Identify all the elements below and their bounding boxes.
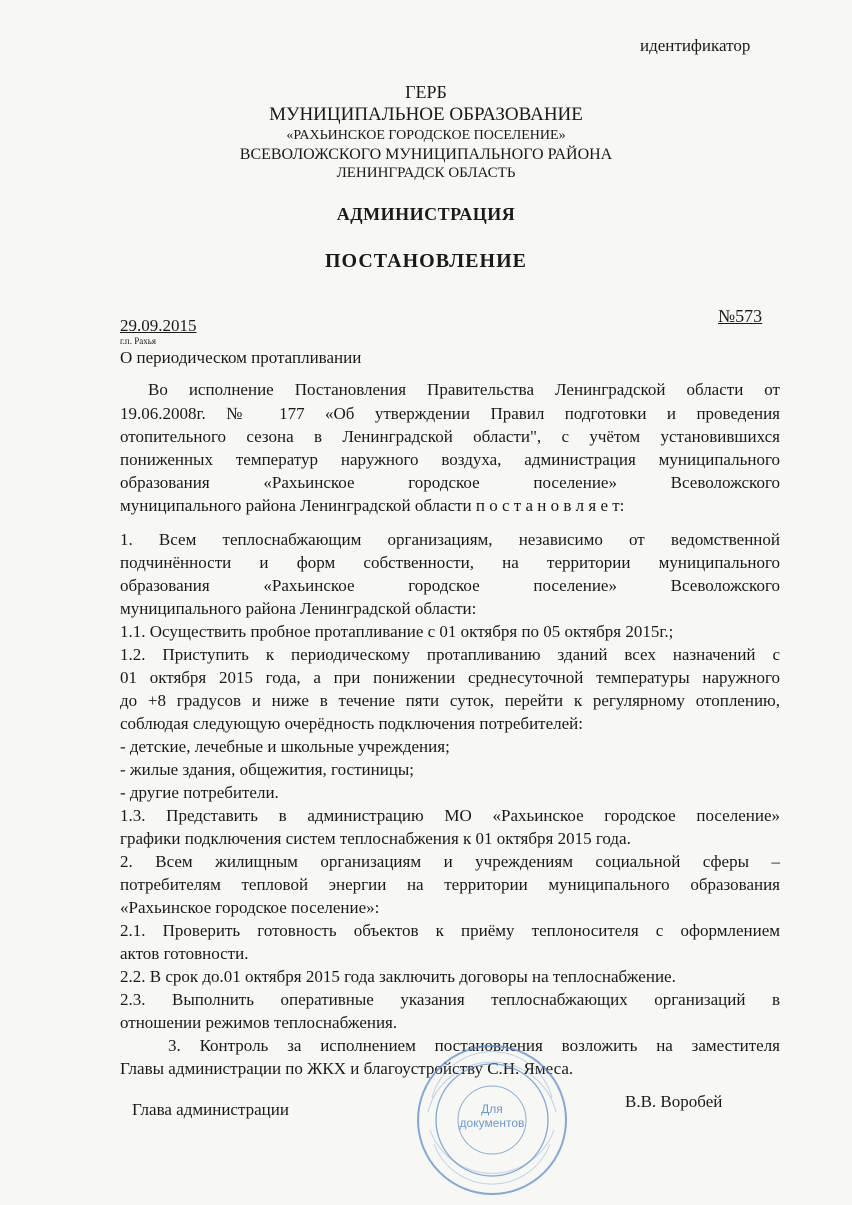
body-line: 2. Всем жилищным организациям и учреждениям социальной сферы – — [120, 852, 780, 871]
district-name: ВСЕВОЛОЖСКОГО МУНИЦИПАЛЬНОГО РАЙОНА — [239, 146, 613, 163]
body-line: Главы администрации по ЖКХ и благоустройству С.Н. Ямеса. — [120, 1059, 574, 1078]
document-subject: О периодическом протапливании — [120, 348, 362, 367]
region-name: ЛЕНИНГРАДСК ОБЛАСТЬ — [336, 165, 516, 181]
municipality-title: МУНИЦИПАЛЬНОЕ ОБРАЗОВАНИЕ — [269, 104, 583, 125]
signatory-name: В.В. Воробей — [625, 1092, 723, 1111]
emblem-placeholder: ГЕРБ — [405, 82, 447, 102]
body-line: 1.1. Осуществить пробное протапливание с 01 октября по 05 октября 2015г.; — [120, 622, 674, 641]
body-line: образования «Рахьинское городское поселение» Всеволожского — [120, 576, 780, 595]
body-line: 1.3. Представить в администрацию МО «Рахьинское городское поселение» — [120, 806, 780, 825]
body-line: подчинённости и форм собственности, на территории муниципального — [120, 553, 780, 572]
body-line: до +8 градусов и ниже в течение пяти суток, перейти к регулярному отоплению, — [120, 691, 780, 710]
body-line: 2.3. Выполнить оперативные указания теплоснабжающих организаций в — [120, 990, 780, 1009]
administration-heading: АДМИНИСТРАЦИЯ — [336, 204, 516, 224]
body-line: 1. Всем теплоснабжающим организациям, независимо от ведомственной — [120, 530, 780, 549]
signatory-position: Глава администрации — [132, 1100, 289, 1119]
document-type-heading: ПОСТАНОВЛЕНИЕ — [325, 250, 527, 272]
body-line: отношении режимов теплоснабжения. — [120, 1013, 398, 1032]
document-date: 29.09.2015 — [120, 316, 197, 335]
body-line: «Рахьинское городское поселение»: — [120, 898, 380, 917]
body-line: - жилые здания, общежития, гостиницы; — [120, 760, 415, 779]
document-number: №573 — [718, 306, 763, 326]
body-line: 01 октября 2015 года, а при понижении среднесуточной температуры наружного — [120, 668, 780, 687]
body-line: 2.1. Проверить готовность объектов к приёму теплоносителя с оформлением — [120, 921, 780, 940]
body-line: отопительного сезона в Ленинградской области", с учётом установившихся — [120, 427, 780, 446]
body-line: 2.2. В срок до.01 октября 2015 года заключить договоры на теплоснабжение. — [120, 967, 676, 986]
body-line: - другие потребители. — [120, 783, 279, 802]
body-line: пониженных температур наружного воздуха, администрация муниципального — [120, 450, 780, 469]
body-line: - детские, лечебные и школьные учреждения; — [120, 737, 450, 756]
body-line: 19.06.2008г. № 177 «Об утверждении Правил подготовки и проведения — [120, 404, 780, 423]
stamp-text-line2: документов — [459, 1116, 525, 1130]
organization-stamp — [412, 1040, 572, 1200]
body-line: муниципального района Ленинградской области: — [120, 599, 477, 618]
stamp-text-line1: Для — [481, 1102, 503, 1116]
body-line: 1.2. Приступить к периодическому протапливанию зданий всех назначений с — [120, 645, 780, 664]
body-line: образования «Рахьинское городское поселение» Всеволожского — [120, 473, 780, 492]
identifier-label: идентификатор — [640, 36, 751, 55]
body-line: потребителям тепловой энергии на территории муниципального образования — [120, 875, 780, 894]
body-line: муниципального района Ленинградской области п о с т а н о в л я е т: — [120, 496, 625, 515]
document-place: г.п. Рахья — [120, 336, 156, 346]
body-line: графики подключения систем теплоснабжения к 01 октября 2015 года. — [120, 829, 631, 848]
body-line: Во исполнение Постановления Правительства Ленинградской области от — [148, 380, 780, 399]
settlement-name: «РАХЬИНСКОЕ ГОРОДСКОЕ ПОСЕЛЕНИЕ» — [286, 128, 566, 143]
body-line: 3. Контроль за исполнением постановления возложить на заместителя — [168, 1036, 780, 1055]
body-line: соблюдая следующую очерёдность подключения потребителей: — [120, 714, 583, 733]
body-line: актов готовности. — [120, 944, 249, 963]
